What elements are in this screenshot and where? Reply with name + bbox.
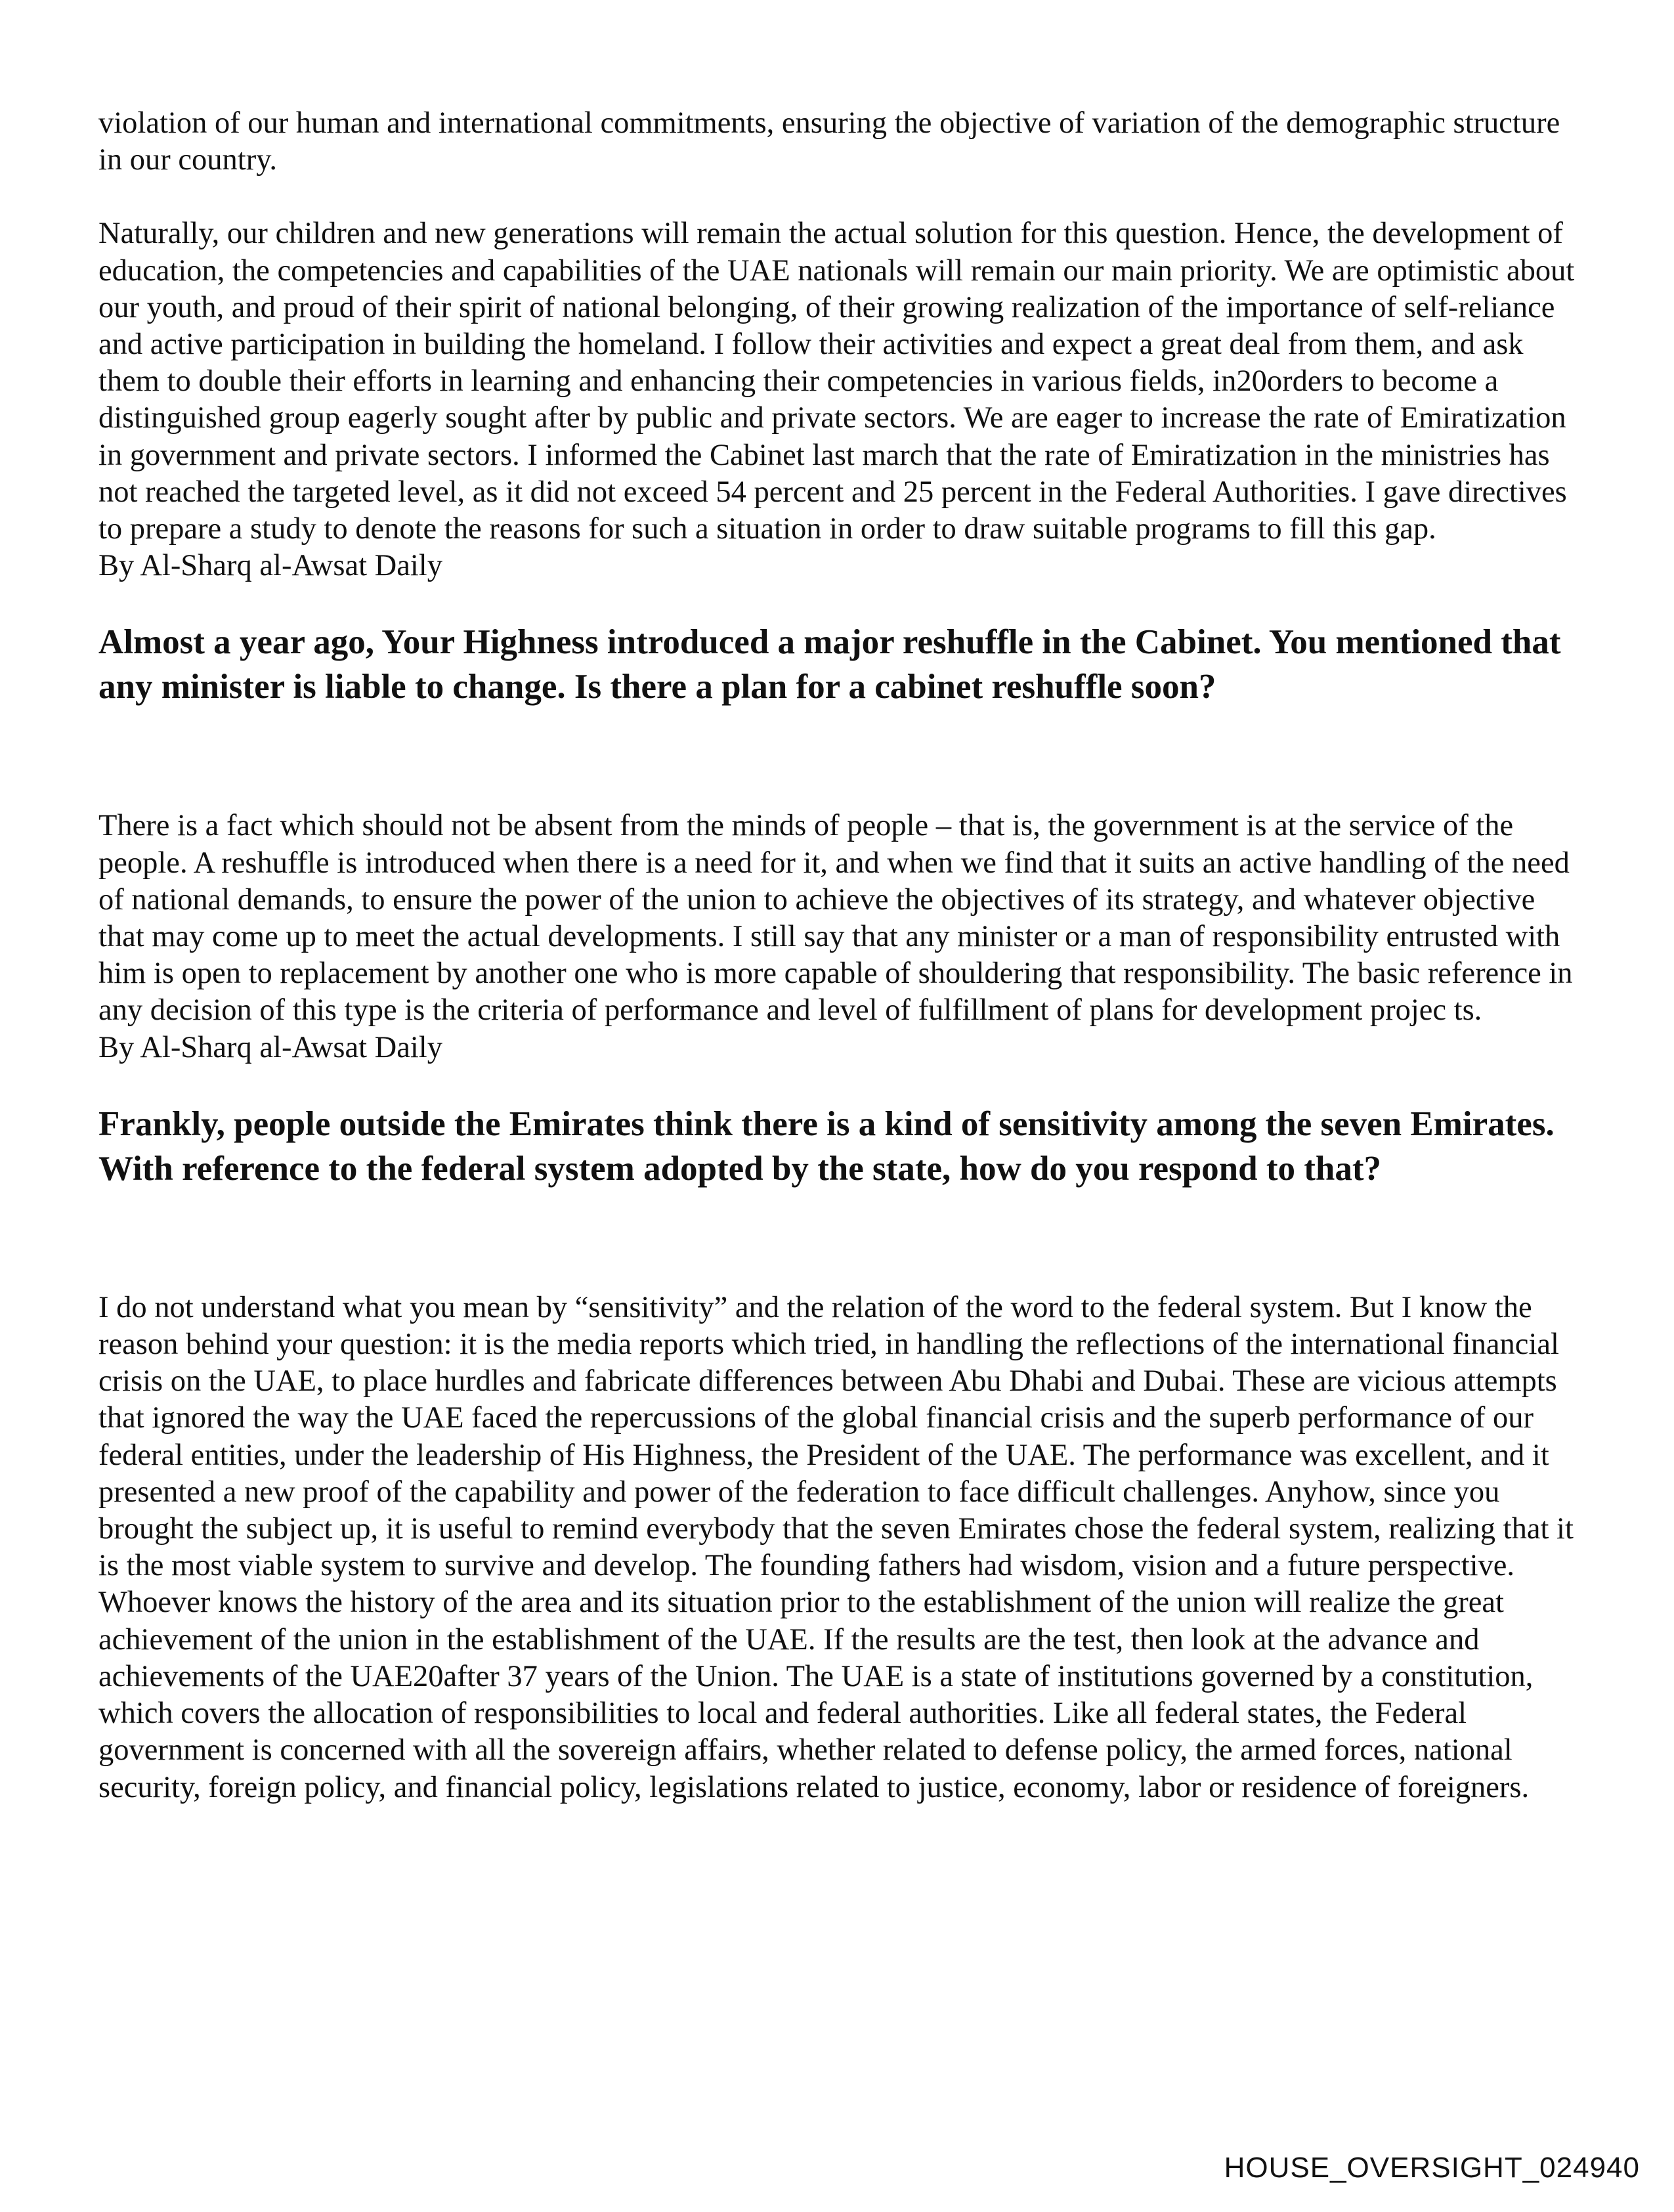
document-id-stamp: HOUSE_OVERSIGHT_024940 [1224, 2152, 1640, 2184]
question-cabinet-reshuffle: Almost a year ago, Your Highness introduced a major reshuffle in the Cabinet. You mentioned that any minister is liable to change. Is there a plan for a cabinet reshuffle soon? [98, 623, 1561, 706]
paragraph-demographic: violation of our human and international commitments, ensuring the objective of variation of the demographic structure in our country. [98, 106, 1560, 177]
byline-source: By Al-Sharq al-Awsat Daily [98, 1030, 442, 1064]
page-body [98, 105, 1576, 1806]
byline-source: By Al-Sharq al-Awsat Daily [98, 549, 442, 583]
answer-cabinet-reshuffle: There is a fact which should not be absent from the minds of people – that is, the government is at the service of the people. A reshuffle is introduced when there is a need for it, and when we find that it suits an active handling of the need of national demands, to ensure the power of the union to achieve the objectives of its strategy, and whatever objective that may come up to meet the actual developments. I still say that any minister or a man of responsibility entrusted with him is open to replacement by another one who is more capable of shouldering that responsibility. The basic reference in any decision of this type is the criteria of performance and level of fulfillment of plans for development projec ts. [98, 809, 1573, 1028]
answer-federal-system: I do not understand what you mean by “sensitivity” and the relation of the word to the federal system. But I know the reason behind your question: it is the media reports which tried, in handling the reflections of the international financial crisis on the UAE, to place hurdles and fabricate differences between Abu Dhabi and Dubai. These are vicious attempts that ignored the way the UAE faced the repercussions of the global financial crisis and the superb performance of our federal entities, under the leadership of His Highness, the President of the UAE. The performance was excellent, and it presented a new proof of the capability and power of the federation to face difficult challenges. Anyhow, since you brought the subject up, it is useful to remind everybody that the seven Emirates chose the federal system, realizing that it is the most viable system to survive and develop. The founding fathers had wisdom, vision and a future perspective. Whoever knows the history of the area and its situation prior to the establishment of the union will realize the great achievement of the union in the establishment of the UAE. If the results are the test, then look at the advance and achievements of the UAE20after 37 years of the Union. The UAE is a state of institutions governed by a constitution, which covers the allocation of responsibilities to local and federal authorities. Like all federal states, the Federal government is concerned with all the sovereign affairs, whether related to defense policy, the armed forces, national security, foreign policy, and financial policy, legislations related to justice, economy, labor or residence of foreigners. [98, 1290, 1574, 1804]
question-emirates-sensitivity: Frankly, people outside the Emirates think there is a kind of sensitivity among the seven Emirates. With reference to the federal system adopted by the state, how do you respond to that? [98, 1104, 1555, 1188]
paragraph-emiratization: Naturally, our children and new generations will remain the actual solution for this question. Hence, the development of education, the competencies and capabilities of the UAE nationals will remain our main priority. We are optimistic about our youth, and proud of their spirit of national belonging, of their growing realization of the importance of self-reliance and active participation in building the homeland. I follow their activities and expect a great deal from them, and ask them to double their efforts in learning and enhancing their competencies in various fields, in20orders to become a distinguished group eagerly sought after by public and private sectors. We are eager to increase the rate of Emiratization in government and private sectors. I informed the Cabinet last march that the rate of Emiratization in the ministries has not reached the targeted level, as it did not exceed 54 percent and 25 percent in the Federal Authorities. I gave directives to prepare a study to denote the reasons for such a situation in order to draw suitable programs to fill this gap. [98, 217, 1575, 546]
